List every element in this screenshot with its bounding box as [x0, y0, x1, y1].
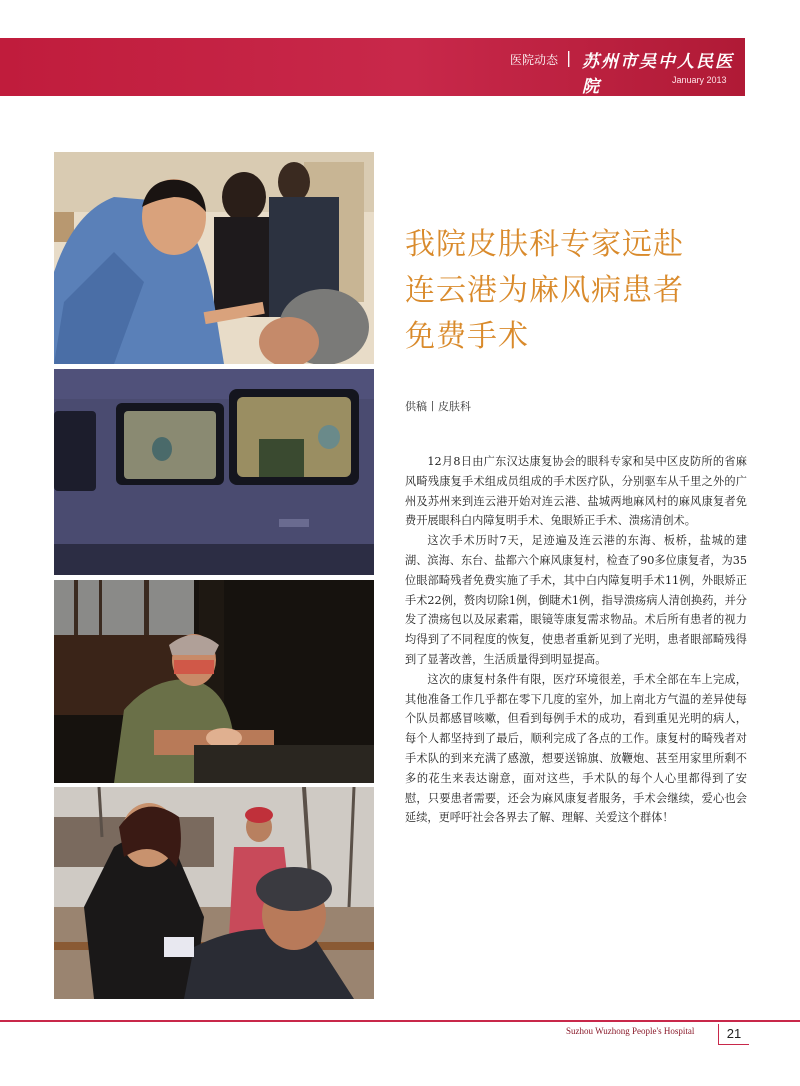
paragraph-1: 12月8日由广东汉达康复协会的眼科专家和吴中区皮防所的省麻风畸残康复手术组成员组成的手术医疗队，分别驱车从千里之外的广州及苏州来到连云港开始对连云港、盐城两地麻风村的麻风康复者免费开展眼科白内障复明手术、兔眼矫正手术、溃疡清创术。: [405, 455, 747, 528]
footer-rule: [0, 1020, 800, 1022]
byline: 供稿丨皮肤科: [405, 400, 471, 413]
paragraph-3: 这次的康复村条件有限，医疗环境很差，手术全部在车上完成，其他准备工作几乎都在零下几度的室外，加上南北方气温的差异使每个队员都感冒咳嗽，但看到每例手术的成功，看到重见光明的病人，每个人都坚持到了最后，顺利完成了各点的工作。康复村的畸残者对手术队的到来充满了感激，想要送锦旗、放鞭炮、甚至用家里所剩不多的花生来表达谢意，面对这些，手术队的每个人心里都得到了安慰，只要患者需要，还会为麻风康复者服务，手术会继续，爱心也会延续，更呼吁社会各界去了解、理解、关爱这个群体！: [405, 672, 747, 825]
article-title: [405, 222, 745, 360]
photo-outdoor-care: [54, 787, 374, 999]
footer-hospital-en: Suzhou Wuzhong People's Hospital: [566, 1026, 695, 1036]
photo-surgeon-operating: [54, 580, 374, 783]
title-line-1: 我院皮肤科专家远赴: [405, 227, 684, 262]
page-number: 21: [718, 1024, 749, 1045]
photo-eye-examination: [54, 152, 374, 364]
section-label: 医院动态: [510, 53, 559, 67]
issue-date: January 2013: [672, 75, 727, 85]
article-body: [405, 452, 747, 828]
header-banner: [0, 38, 745, 96]
title-line-3: 免费手术: [405, 319, 529, 354]
title-line-2: 连云港为麻风病患者: [405, 273, 684, 308]
photo-surgery-van: [54, 369, 374, 575]
paragraph-2: 这次手术历时7天，足迹遍及连云港的东海、板桥，盐城的建湖、滨海、东台、盐都六个麻风康复村，检查了90多位康复者，为35位眼部畸残者免费实施了手术，其中白内障复明手术11例，外眼矫正手术22例，赘肉切除1例，倒睫术1例，指导溃疡病人清创换药，并分发了溃疡包以及尿素霜，眼镜等康复需求物品。术后所有患者的视力均得到了不同程度的恢复，使患者重新见到了光明，患者眼部畸残得到了显著改善，生活质量得到明显提高。: [405, 534, 747, 666]
header-separator: |: [566, 48, 572, 67]
hospital-name: 苏州市吴中人民医院: [582, 52, 734, 97]
